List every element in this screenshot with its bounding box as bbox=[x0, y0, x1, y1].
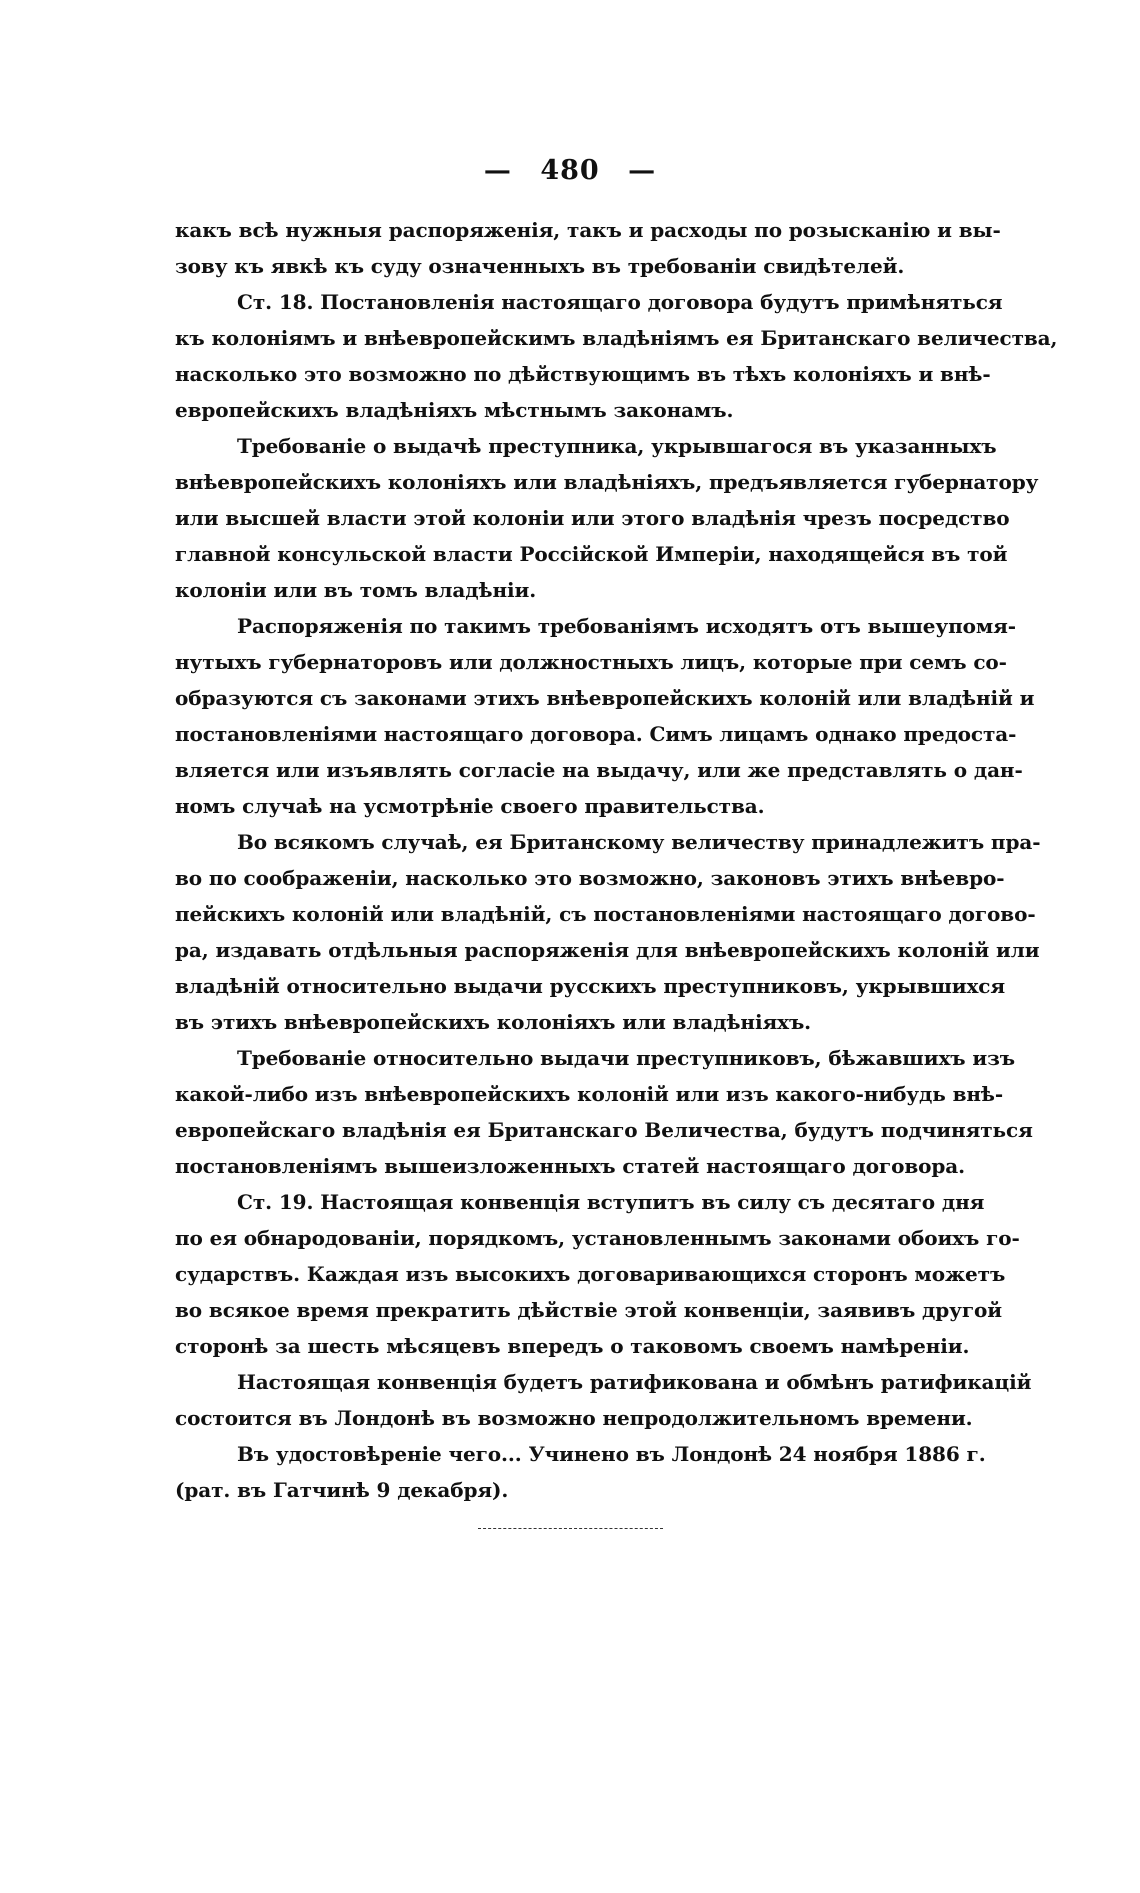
text-line: владѣній относительно выдачи русскихъ преступниковъ, укрывшихся bbox=[175, 974, 1006, 998]
text-line: или высшей власти этой колоніи или этого владѣнія чрезъ посредство bbox=[175, 506, 1010, 530]
text-line: Ст. 19. Настоящая конвенція вступитъ въ силу съ десятаго дня bbox=[237, 1190, 985, 1214]
text-line: сторонѣ за шесть мѣсяцевъ впередъ о таковомъ своемъ намѣреніи. bbox=[175, 1334, 970, 1358]
text-line: Въ удостовѣреніе чего... Учинено въ Лондонѣ 24 ноября 1886 г. bbox=[237, 1442, 986, 1466]
text-line: Требованіе о выдачѣ преступника, укрывшагося въ указанныхъ bbox=[237, 434, 997, 458]
page-number bbox=[175, 150, 965, 192]
page-number-value: 480 bbox=[540, 155, 600, 186]
text-line: постановленіями настоящаго договора. Симъ лицамъ однако предоста- bbox=[175, 722, 1017, 746]
document-page bbox=[175, 150, 1058, 1529]
text-line: какой-либо изъ внѣевропейскихъ колоній или изъ какого-нибудь внѣ- bbox=[175, 1082, 1004, 1106]
text-line: Во всякомъ случаѣ, ея Британскому величеству принадлежитъ пра- bbox=[237, 830, 1041, 854]
paragraph-article-19 bbox=[175, 1184, 1020, 1364]
text-line: въ этихъ внѣевропейскихъ колоніяхъ или владѣніяхъ. bbox=[175, 1010, 812, 1034]
text-line: образуются съ законами этихъ внѣевропейскихъ колоній или владѣній и bbox=[175, 686, 1035, 710]
text-line: по ея обнародованіи, порядкомъ, установленнымъ законами обоихъ го- bbox=[175, 1226, 1020, 1250]
paragraph bbox=[175, 428, 1039, 608]
text-line: Настоящая конвенція будетъ ратификована и обмѣнъ ратификацій bbox=[237, 1370, 1032, 1394]
text-line: насколько это возможно по дѣйствующимъ въ тѣхъ колоніяхъ и внѣ- bbox=[175, 362, 991, 386]
paragraph-continuation bbox=[175, 212, 1001, 284]
paragraph bbox=[175, 608, 1035, 824]
page-number-dash-left: — bbox=[483, 155, 512, 186]
text-line: ра, издавать отдѣльныя распоряженія для внѣевропейскихъ колоній или bbox=[175, 938, 1040, 962]
page-number-dash-right: — bbox=[628, 155, 657, 186]
text-line: къ колоніямъ и внѣевропейскимъ владѣніямъ ея Британскаго величества, bbox=[175, 326, 1058, 350]
text-line: главной консульской власти Россійской Имперіи, находящейся въ той bbox=[175, 542, 1008, 566]
text-line: Ст. 18. Постановленія настоящаго договора будутъ примѣняться bbox=[237, 290, 1003, 314]
text-line: сударствъ. Каждая изъ высокихъ договаривающихся сторонъ можетъ bbox=[175, 1262, 1006, 1286]
paragraph bbox=[175, 1040, 1033, 1184]
text-line: европейскаго владѣнія ея Британскаго Величества, будутъ подчиняться bbox=[175, 1118, 1033, 1142]
text-line: вляется или изъявлять согласіе на выдачу, или же представлять о дан- bbox=[175, 758, 1023, 782]
text-line: пейскихъ колоній или владѣній, съ постановленіями настоящаго догово- bbox=[175, 902, 1036, 926]
text-line: европейскихъ владѣніяхъ мѣстнымъ законамъ. bbox=[175, 398, 734, 422]
text-line: Распоряженія по такимъ требованіямъ исходятъ отъ вышеупомя- bbox=[237, 614, 1016, 638]
text-line: (рат. въ Гатчинѣ 9 декабря). bbox=[175, 1478, 509, 1502]
text-line: Требованіе относительно выдачи преступниковъ, бѣжавшихъ изъ bbox=[237, 1046, 1016, 1070]
text-line: колоніи или въ томъ владѣніи. bbox=[175, 578, 537, 602]
paragraph bbox=[175, 1364, 1032, 1436]
paragraph-article-18 bbox=[175, 284, 1058, 428]
text-line: зову къ явкѣ къ суду означенныхъ въ требованіи свидѣтелей. bbox=[175, 254, 905, 278]
text-line: состоится въ Лондонѣ въ возможно непродолжительномъ времени. bbox=[175, 1406, 973, 1430]
text-line: во всякое время прекратить дѣйствіе этой конвенціи, заявивъ другой bbox=[175, 1298, 1003, 1322]
text-line: какъ всѣ нужныя распоряженія, такъ и расходы по розысканію и вы- bbox=[175, 218, 1001, 242]
paragraph bbox=[175, 824, 1041, 1040]
end-divider bbox=[478, 1528, 663, 1529]
paragraph-closing bbox=[175, 1436, 986, 1508]
text-line: постановленіямъ вышеизложенныхъ статей настоящаго договора. bbox=[175, 1154, 965, 1178]
text-line: нутыхъ губернаторовъ или должностныхъ лицъ, которые при семъ со- bbox=[175, 650, 1007, 674]
text-line: номъ случаѣ на усмотрѣніе своего правительства. bbox=[175, 794, 765, 818]
text-line: внѣевропейскихъ колоніяхъ или владѣніяхъ, предъявляется губернатору bbox=[175, 470, 1039, 494]
text-line: во по соображеніи, насколько это возможно, законовъ этихъ внѣевро- bbox=[175, 866, 1005, 890]
